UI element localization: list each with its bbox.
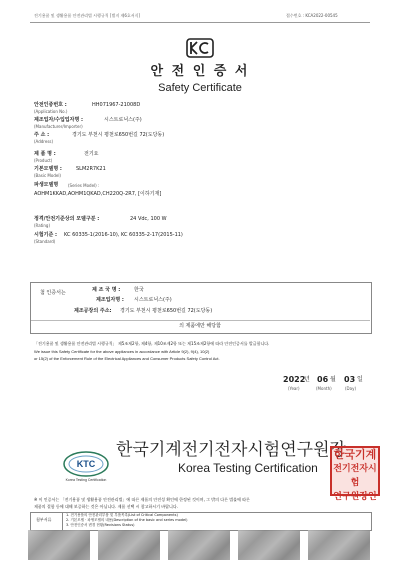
statement-en-1: We issue this Safety Certificate for the above appliances in accordance with Article 9(2), 9(4), 10(2) — [34, 349, 210, 354]
attachments-label: 첨부서류 — [36, 517, 52, 522]
rating-value: 24 Vdc, 100 W — [130, 216, 167, 222]
application-no-value: HH071967-21008D — [92, 102, 141, 108]
attachment-item-2: 2. 기본모델 · 파생모델의 내용(Description of the basic and series model) — [66, 518, 188, 522]
series-model-value: AOHM1KKAD,AOHM1QKAD,CH220Q-2R7, [이하기재] — [34, 191, 162, 197]
kc-mark-icon — [186, 38, 214, 58]
note-line-2: 제품의 결함 등에 대해 보증하는 것은 아닙니다. 제품 선택 시 참고하시기 바랍니다. — [34, 504, 179, 509]
country-value: 한국 — [134, 287, 144, 293]
address-value: 경기도 부천시 평천로650번길 72(도당동) — [72, 132, 165, 138]
statement-en-2: or 15(2) of the Enforcement Rule of the Electrical Appliances and Consumer Products Safety Control Act. — [34, 356, 220, 361]
title-english: Safety Certificate — [158, 82, 242, 94]
ktc-logo-text: KTC — [76, 459, 96, 469]
header-right: 접수번호 : KCA2022-00545 — [286, 13, 338, 18]
manufacturer-value: 시스트로닉스(주) — [104, 117, 142, 123]
box-left-label: 첨 인증서는 — [40, 290, 66, 296]
maker-value: 시스트로닉스(주) — [134, 297, 172, 303]
security-pattern-strip — [308, 530, 370, 560]
ktc-logo-icon — [60, 448, 112, 484]
security-pattern-strip — [98, 530, 160, 560]
ktc-logo-subtext: Korea Testing Certification — [65, 478, 107, 482]
attachment-item-1: 1. 전기용품의 안전관리부품 및 부품목록(List of Critical Components) — [66, 513, 178, 517]
security-pattern-strip — [168, 530, 230, 560]
security-pattern-strip — [28, 530, 90, 560]
official-seal-stamp: 한국기계 전기전자시험 연구원장인 — [330, 446, 380, 496]
header-left: 전기용품 및 생활용품 안전관리법 시행규칙 [별지 제6호서식] — [34, 13, 141, 18]
title-korean: 안 전 인 증 서 — [150, 64, 250, 79]
note-line-1: ※ 이 인증서는 「전기용품 및 생활용품 안전관리법」에 따른 제품의 안전성 확인에 한정된 것이며, 그 밖의 다른 법률에 따른 — [34, 497, 250, 502]
basic-model-value: SLM2R7K21 — [76, 166, 106, 172]
factory-value: 경기도 부천시 평천로650번길 72(도당동) — [120, 308, 213, 314]
standard-value: KC 60335-1(2016-10), KC 60335-2-17(2015-11) — [64, 232, 183, 238]
statement-kr: 「전기용품 및 생활용품 안전관리법 시행규칙」 제5조제2항, 제4항, 제10조제2항 또는 제15조제2항에 따라 안전인증서를 발급합니다. — [34, 341, 270, 346]
issuer-english: Korea Testing Certification — [178, 461, 318, 475]
security-pattern-strip — [238, 530, 300, 560]
attachment-item-3: 3. 안전인증서 변경 현황(Revisions Status) — [66, 523, 135, 527]
product-value: 전기요 — [84, 151, 99, 157]
certificate-page: 전기용품 및 생활용품 안전관리법 시행규칙 [별지 제6호서식] 접수번호 : KCA2022-00545 안 전 인 증 서 Safety Certificate 안전인증번호 : HH071967-21008D (Application No.) 제조업자/수입업자명 : 시스트로닉스(주) (Manufacturer/Importer) 주 소 : 경기도 부천시 평천로650번길 72(도당동) (Address) 제 품 명 : 전기요 (Product) 기본모델명 : SLM2R7K21 (Basic Model) 파생모델명 (Series Model) : AOHM1KKAD,AOHM1QKAD,CH220Q-2R7, [이하기재] 정격/안전기준상의 모델구분 : 24 Vdc, 100 W (Rating) 시험기준 : KC 60335-1(2016-10), KC 60335-2-17(2015-11) (Standard) 첨 인증서는 제 조 국 명 : 한국 제조업자명 : 시스트로닉스(주) 제조공장의 주소: 경기도 부천시 평천로650번길 72(도당동) 의 제품에만 해당함 「전기용품 및 생활용품 안전관리법 시행규칙」 제5조제2항, 제4항, 제10조제2항 또는 제15조제2항에 따라 안전인증서를 발급합니다. We issue this Safety Certificate for the above appliances in accordance with Article 9(2), 9(4), 10(2) or 15(2) of the Enforcement Rule of the Electrical Appliances and Consumer Products Safety Control Act. 2022 년 06 월 03 일 (Year) (Month) (Day) KTC Korea Testing Certification 한국기계전기전자시험연구원장 Korea Testing Certification 한국기계 전기전자시험 연구원장인 ※ 이 인증서는 「전기용품 및 생활용품 안전관리법」에 따른 제품의 안전성 확인에 한정된 것이며, 그 밖의 다른 법률에 따른 제품의 결함 등에 대해 보증하는 것은 아닙니다. 제품 선택 시 참고하시기 바랍니다. 첨부서류 1. 전기용품의 안전관리부품 및 부품목록(List of Critical Components) 2. 기본모델 · 파생모델의 내용(Description of the basic and series model) 3. 안전인증서 변경 현황(Revisions Status) — [0, 0, 400, 562]
box-footer: 의 제품에만 해당함 — [179, 323, 221, 329]
issuer-korean: 한국기계전기전자시험연구원장 — [116, 440, 346, 460]
